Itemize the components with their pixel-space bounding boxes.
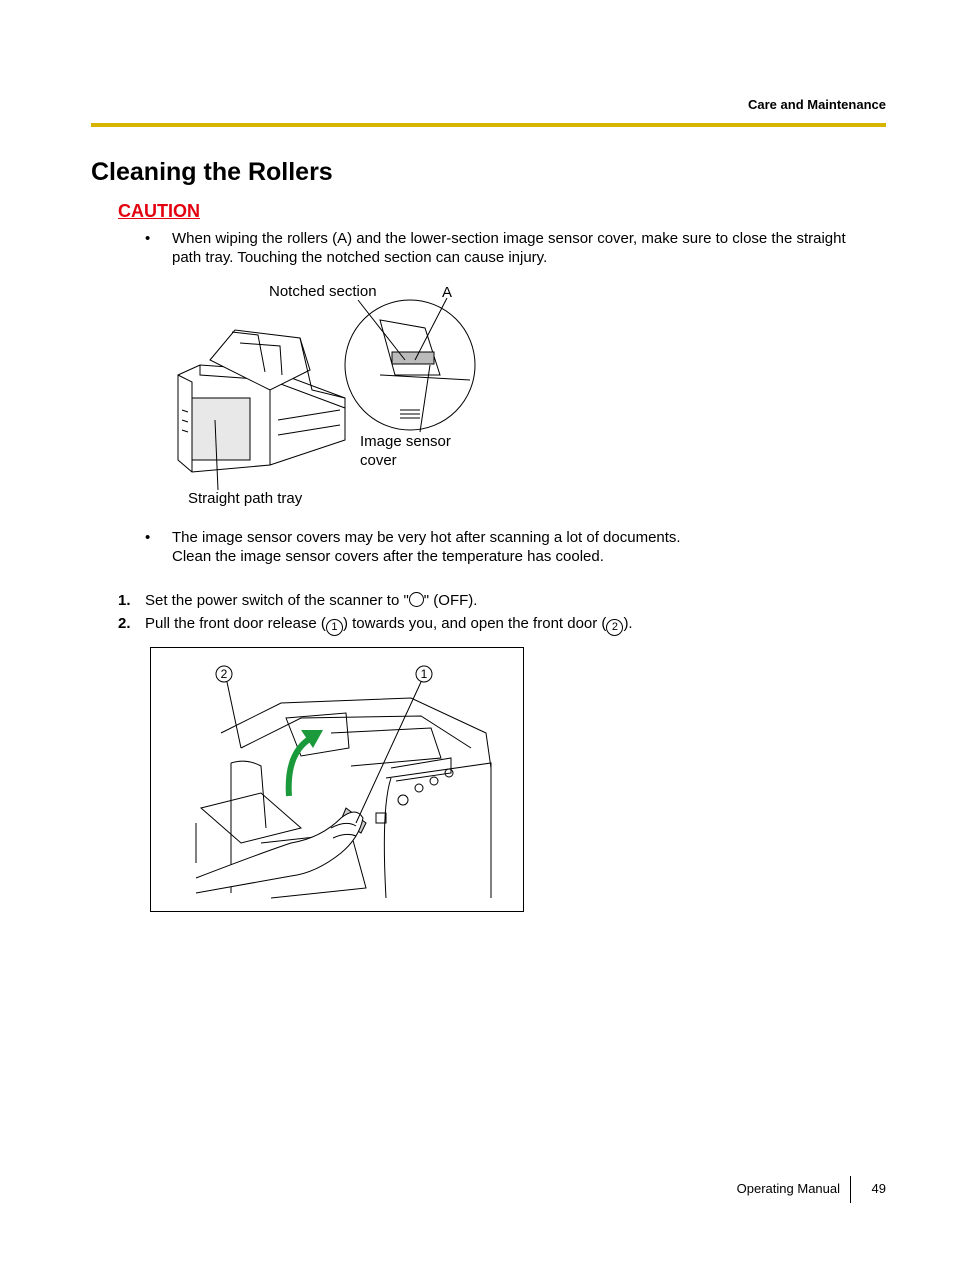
step-number: 2. [118,615,131,632]
step-number: 1. [118,592,131,609]
footer-separator [850,1176,851,1203]
step-text-after: " (OFF). [423,592,478,609]
page-title: Cleaning the Rollers [91,158,333,186]
label-notched-section: Notched section [269,283,377,300]
callout-1-label: 1 [420,667,428,681]
bullet-dot: • [145,529,151,546]
step-text [145,614,633,636]
bullet-line-1: The image sensor covers may be very hot after scanning a lot of documents. [172,529,681,546]
step-text-mid: ) towards you, and open the front door ( [342,615,607,632]
step-1 [118,591,888,611]
caution-bullet-2 [145,528,890,568]
step-text [145,591,477,610]
step-text-after: ). [623,615,633,632]
section-header: Care and Maintenance [748,97,886,112]
label-image-sensor: Image sensor [360,433,451,450]
label-a: A [442,284,453,301]
front-door-illustration [151,648,523,911]
bullet-line-1: When wiping the rollers (A) and the lower-section image sensor cover, make sure to close the straight [172,230,846,247]
scanner-figure [170,280,490,500]
step-2 [118,614,888,634]
header-rule [91,123,886,127]
bullet-line-2: path tray. Touching the notched section can cause injury. [172,249,548,266]
callout-1-icon: 1 [326,619,343,636]
power-off-icon [409,592,424,607]
page-number: 49 [871,1181,886,1196]
step-text-before: Set the power switch of the scanner to " [145,592,409,609]
caution-label: CAUTION [118,201,200,221]
callout-2-label: 2 [220,667,228,681]
callout-2-icon: 2 [606,619,623,636]
front-door-figure [150,647,524,912]
step-text-before: Pull the front door release ( [145,615,326,632]
bullet-dot: • [145,230,151,247]
bullet-line-2: Clean the image sensor covers after the temperature has cooled. [172,548,604,565]
caution-bullet-1 [145,229,890,269]
footer-manual-name: Operating Manual [736,1181,840,1196]
label-straight-path-tray: Straight path tray [188,490,303,507]
label-cover: cover [360,452,397,469]
